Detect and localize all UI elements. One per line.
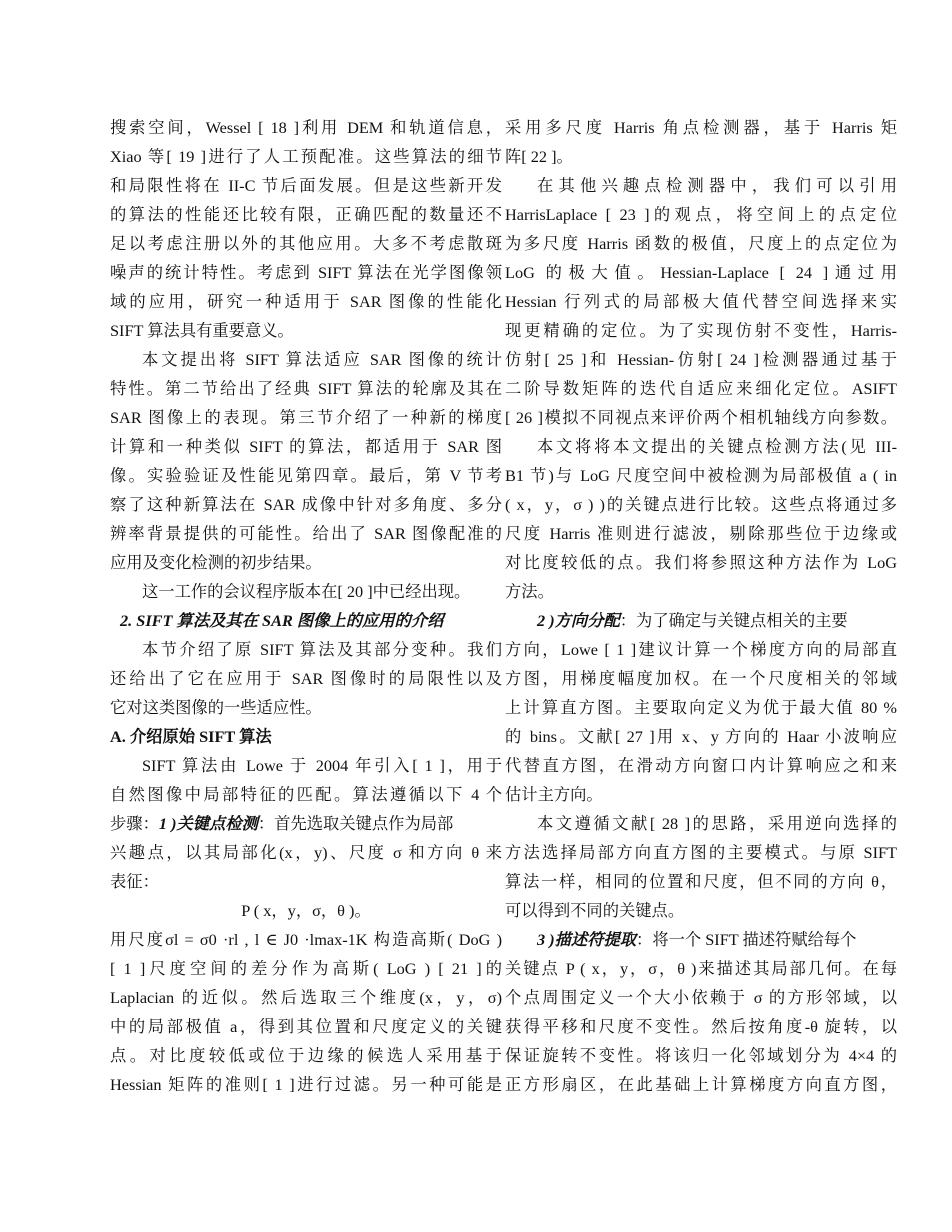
text-line: 上计算直方图。主要取向定义为优于最大值 80 % [505, 698, 897, 717]
text-line: 自然图像中局部特征的匹配。算法遵循以下 4 个 [110, 785, 502, 804]
text-line: 方法选择局部方向直方图的主要模式。与原 SIFT [505, 843, 897, 862]
text-line: 的算法的性能还比较有限，正确匹配的数量还不 [110, 205, 502, 224]
text-line [110, 809, 502, 838]
text-line: 察了这种新算法在 SAR 成像中针对多角度、多分 [110, 495, 502, 514]
text-line: 点。对比度较低或位于边缘的候选人采用基于 [110, 1046, 502, 1065]
step-label: 1 )关键点检测 [158, 814, 258, 833]
text-line: 噪声的统计特性。考虑到 SIFT 算法在光学图像领 [110, 263, 502, 282]
text-line: [ 26 ]模拟不同视点来评价两个相机轴线方向参数。 [505, 408, 897, 427]
text-line: 的 bins。文献[ 27 ]用 x、y 方向的 Haar 小波响应 [505, 727, 897, 746]
text-line: 阵[ 22 ]。 [505, 147, 573, 166]
text-line: 现更精确的定位。为了实现仿射不变性，Harris- [505, 321, 897, 340]
text-line: 和局限性将在 II-C 节后面发展。但是这些新开发 [110, 176, 502, 195]
text-line: 可以得到不同的关键点。 [505, 901, 685, 920]
text-line: 本文将将本文提出的关键点检测方法(见 III- [537, 437, 897, 456]
text-line: SIFT 算法由 Lowe 于 2004 年引入[ 1 ]，用于 [142, 756, 502, 775]
text-line: 兴趣点，以其局部化(x，y)、尺度 σ 和方向 θ 来 [110, 843, 502, 862]
text-line: 代替直方图，在滑动方向窗口内计算响应之和来 [505, 756, 897, 775]
text-line: 估计主方向。 [505, 785, 603, 804]
text-line: 为多尺度 Harris 函数的极值，尺度上的点定位为 [505, 234, 897, 253]
text-line: 本文提出将 SIFT 算法适应 SAR 图像的统计 [142, 350, 502, 369]
text-run: 步骤： [110, 814, 159, 833]
text-line: 关键点 P ( x，y，σ，θ )来描述其局部几何。在每 [505, 959, 897, 978]
text-line: 获得平移和尺度不变性。然后按角度-θ 旋转，以 [505, 1017, 897, 1036]
text-line: Xiao 等[ 19 ]进行了人工预配准。这些算法的细节 [110, 147, 502, 166]
subsection-heading: A. 介绍原始 SIFT 算法 [110, 727, 272, 746]
equation: P ( x，y，σ，θ )。 [241, 901, 371, 920]
text-line: 个点周围定义一个大小依赖于 σ 的方形邻域，以 [505, 988, 897, 1007]
text-line: 像。实验验证及性能见第四章。最后，第 V 节考 [110, 466, 502, 485]
text-run: ：首先选取关键点作为局部 [257, 814, 454, 833]
text-line: 表征： [110, 872, 159, 891]
text-line: [ 1 ]尺度空间的差分作为高斯( LoG ) [ 21 ]的 [110, 959, 502, 978]
text-line: 采用多尺度 Harris 角点检测器，基于 Harris 矩 [505, 118, 897, 137]
text-line: 还给出了它在应用于 SAR 图像时的局限性以及 [110, 669, 502, 688]
text-line: 仿射[ 25 ]和 Hessian-仿射[ 24 ]检测器通过基于 [505, 350, 897, 369]
text-line: 二阶导数矩阵的迭代自适应来细化定位。ASIFT [505, 379, 897, 398]
step-label: 3 )描述符提取 [537, 930, 637, 949]
section-heading: 2. SIFT 算法及其在 SAR 图像上的应用的介绍 [120, 611, 444, 630]
text-line: HarrisLaplace [ 23 ]的观点，将空间上的点定位 [505, 205, 897, 224]
text-line: 足以考虑注册以外的其他应用。大多不考虑散斑 [110, 234, 502, 253]
text-line: 域的应用，研究一种适用于 SAR 图像的性能化 [110, 292, 502, 311]
step-label: 2 )方向分配 [537, 611, 620, 630]
text-line: Hessian 矩阵的准则[ 1 ]进行过滤。另一种可能是 [110, 1075, 502, 1094]
text-line: 中的局部极值 a，得到其位置和尺度定义的关键 [110, 1017, 502, 1036]
text-line: 方法。 [505, 582, 554, 601]
text-line: 搜索空间，Wessel [ 18 ]利用 DEM 和轨道信息， [110, 118, 502, 137]
text-line: 在其他兴趣点检测器中，我们可以引用 [537, 176, 897, 195]
text-line: 本文遵循文献[ 28 ]的思路，采用逆向选择的 [537, 814, 897, 833]
text-line: 本节介绍了原 SIFT 算法及其部分变种。我们 [142, 640, 502, 659]
text-line: 保证旋转不变性。将该归一化邻域划分为 4×4 的 [505, 1046, 897, 1065]
text-run: ：为了确定与关键点相关的主要 [619, 611, 848, 630]
text-line [505, 925, 897, 954]
text-line: SIFT 算法具有重要意义。 [110, 321, 294, 340]
text-line: LoG 的极大值。Hessian-Laplace [ 24 ]通过用 [505, 263, 897, 282]
text-line: 它对这类图像的一些适应性。 [110, 698, 322, 717]
text-line: Laplacian 的近似。然后选取三个维度(x，y，σ) [110, 988, 502, 1007]
text-line: 正方形扇区，在此基础上计算梯度方向直方图， [505, 1075, 897, 1094]
text-line: 方向，Lowe [ 1 ]建议计算一个梯度方向的局部直 [505, 640, 897, 659]
text-line: 用尺度σl = σ0 ·rl , l ∈ J0 ·lmax-1K 构造高斯( DoG ) [110, 930, 502, 949]
text-line: 尺度 Harris 准则进行滤波，剔除那些位于边缘或 [505, 524, 897, 543]
text-line: 方图，用梯度幅度加权。在一个尺度相关的邻域 [505, 669, 897, 688]
text-line: 应用及变化检测的初步结果。 [110, 553, 322, 572]
right-column [505, 113, 897, 1099]
text-line: 这一工作的会议程序版本在[ 20 ]中已经出现。 [142, 582, 471, 601]
text-line: 对比度较低的点。我们将参照这种方法作为 LoG [505, 553, 897, 572]
text-run: ：将一个 SIFT 描述符赋给每个 [636, 930, 857, 949]
text-line: 特性。第二节给出了经典 SIFT 算法的轮廓及其在 [110, 379, 502, 398]
text-line: 辨率背景提供的可能性。给出了 SAR 图像配准的 [110, 524, 502, 543]
text-line: 计算和一种类似 SIFT 的算法，都适用于 SAR 图 [110, 437, 502, 456]
left-column [110, 113, 502, 1099]
text-line [505, 606, 897, 635]
text-line: B1 节)与 LoG 尺度空间中被检测为局部极值 a ( in [505, 466, 897, 485]
text-line: SAR 图像上的表现。第三节介绍了一种新的梯度 [110, 408, 502, 427]
text-line: ( x，y，σ ) )的关键点进行比较。这些点将通过多 [505, 495, 897, 514]
text-line: Hessian 行列式的局部极大值代替空间选择来实 [505, 292, 897, 311]
text-line: 算法一样，相同的位置和尺度，但不同的方向 θ， [505, 872, 897, 891]
